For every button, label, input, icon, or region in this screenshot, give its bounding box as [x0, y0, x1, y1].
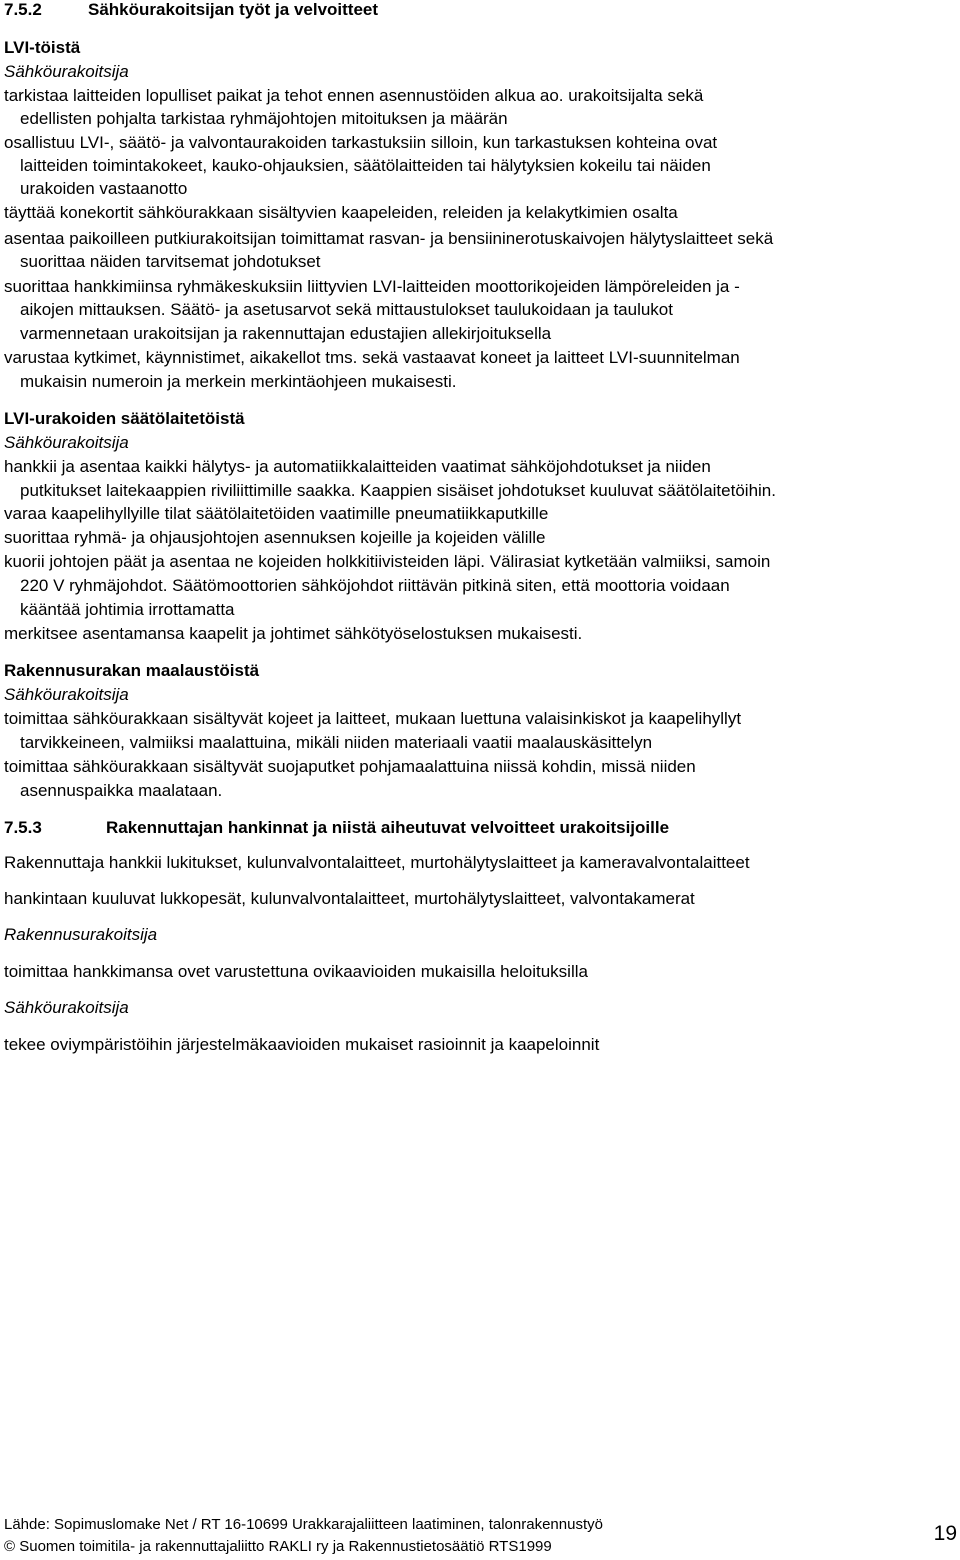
- item-line: laitteiden toimintakokeet, kauko-ohjauksien, säätölaitteiden tai hälytyksien kokeilu tai näiden: [20, 156, 711, 175]
- item-line: toimittaa sähköurakkaan sisältyvät suojaputket pohjamaalattuina niissä kohdin, missä niiden: [4, 757, 696, 776]
- item-line: tarkistaa laitteiden lopulliset paikat ja tehot ennen asennustöiden alkua ao. urakoitsijalta sekä: [4, 86, 704, 105]
- role-label: Sähköurakoitsija: [4, 433, 129, 452]
- item-line: 220 V ryhmäjohdot. Säätömoottorien sähköjohdot riittävän pitkinä siten, että moottoria voidaan: [20, 576, 730, 595]
- subsection-heading: LVI-töistä: [4, 38, 81, 57]
- item-line: aikojen mittauksen. Säätö- ja asetusarvot sekä mittaustulokset taulukoidaan ja taulukot: [20, 300, 673, 319]
- body-line: tekee oviympäristöihin järjestelmäkaavioiden mukaiset rasioinnit ja kaapeloinnit: [4, 1035, 600, 1054]
- footer-copyright: © Suomen toimitila- ja rakennuttajaliitto RAKLI ry ja Rakennustietosäätiö RTS1999: [4, 1538, 552, 1555]
- item-line: suorittaa hankkimiinsa ryhmäkeskuksiin liittyvien LVI-laitteiden moottorikojeiden lämpöreleiden ja -: [4, 277, 740, 296]
- role-label: Sähköurakoitsija: [4, 685, 129, 704]
- body-line: Rakennuttaja hankkii lukitukset, kulunvalvontalaitteet, murtohälytyslaitteet ja kameravalvontalaitteet: [4, 853, 750, 872]
- item-line: kääntää johtimia irrottamatta: [20, 600, 235, 619]
- role-label: Sähköurakoitsija: [4, 998, 129, 1017]
- role-label: Sähköurakoitsija: [4, 62, 129, 81]
- item-line: suorittaa näiden tarvitsemat johdotukset: [20, 252, 321, 271]
- item-line: osallistuu LVI-, säätö- ja valvontaurakoiden tarkastuksiin silloin, kun tarkastuksen kohteina ovat: [4, 133, 718, 152]
- footer-source: Lähde: Sopimuslomake Net / RT 16-10699 Urakkarajaliitteen laatiminen, talonrakennustyö: [4, 1516, 603, 1533]
- item-line: varaa kaapelihyllyille tilat säätölaitetöiden vaatimille pneumatiikkaputkille: [4, 504, 549, 523]
- section-title: Rakennuttajan hankinnat ja niistä aiheutuvat velvoitteet urakoitsijoille: [106, 818, 670, 837]
- item-line: putkitukset laitekaappien riviliittimille saakka. Kaappien sisäiset johdotukset kuuluvat säätölaitetöihin.: [20, 481, 776, 500]
- item-line: mukaisin numeroin ja merkein merkintäohjeen mukaisesti.: [20, 372, 457, 391]
- item-line: suorittaa ryhmä- ja ohjausjohtojen asennuksen kojeille ja kojeiden välille: [4, 528, 546, 547]
- item-line: toimittaa sähköurakkaan sisältyvät kojeet ja laitteet, mukaan luettuna valaisinkiskot ja kaapelihyllyt: [4, 709, 742, 728]
- page-number: 19: [933, 1522, 957, 1545]
- body-line: toimittaa hankkimansa ovet varustettuna ovikaavioiden mukaisilla heloituksilla: [4, 962, 588, 981]
- item-line: varmennetaan urakoitsijan ja rakennuttajan edustajien allekirjoituksella: [20, 324, 552, 343]
- item-line: tarvikkeineen, valmiiksi maalattuina, mikäli niiden materiaali vaatii maalauskäsittelyn: [20, 733, 653, 752]
- item-line: asennuspaikka maalataan.: [20, 781, 223, 800]
- subsection-heading: LVI-urakoiden säätölaitetöistä: [4, 409, 245, 428]
- item-line: asentaa paikoilleen putkiurakoitsijan toimittamat rasvan- ja bensiininerotuskaivojen hälytyslaitteet sekä: [4, 229, 774, 248]
- section-title: Sähköurakoitsijan työt ja velvoitteet: [88, 0, 379, 19]
- item-line: varustaa kytkimet, käynnistimet, aikakellot tms. sekä vastaavat koneet ja laitteet LVI-suunnitelman: [4, 348, 740, 367]
- subsection-heading: Rakennusurakan maalaustöistä: [4, 661, 260, 680]
- role-label: Rakennusurakoitsija: [4, 925, 158, 944]
- item-line: kuorii johtojen päät ja asentaa ne kojeiden holkkitiivisteiden läpi. Välirasiat kytketään valmiiksi, samoin: [4, 552, 771, 571]
- item-line: edellisten pohjalta tarkistaa ryhmäjohtojen mitoituksen ja määrän: [20, 109, 508, 128]
- item-line: täyttää konekortit sähköurakkaan sisältyvien kaapeleiden, releiden ja kelakytkimien osalta: [4, 203, 678, 222]
- body-line: hankintaan kuuluvat lukkopesät, kulunvalvontalaitteet, murtohälytyslaitteet, valvontakamerat: [4, 889, 695, 908]
- item-line: hankkii ja asentaa kaikki hälytys- ja automatiikkalaitteiden vaatimat sähköjohdotukset ja niiden: [4, 457, 711, 476]
- item-line: merkitsee asentamansa kaapelit ja johtimet sähkötyöselostuksen mukaisesti.: [4, 624, 583, 643]
- section-number: 7.5.2: [4, 0, 42, 19]
- section-number: 7.5.3: [4, 818, 42, 837]
- item-line: urakoiden vastaanotto: [20, 179, 188, 198]
